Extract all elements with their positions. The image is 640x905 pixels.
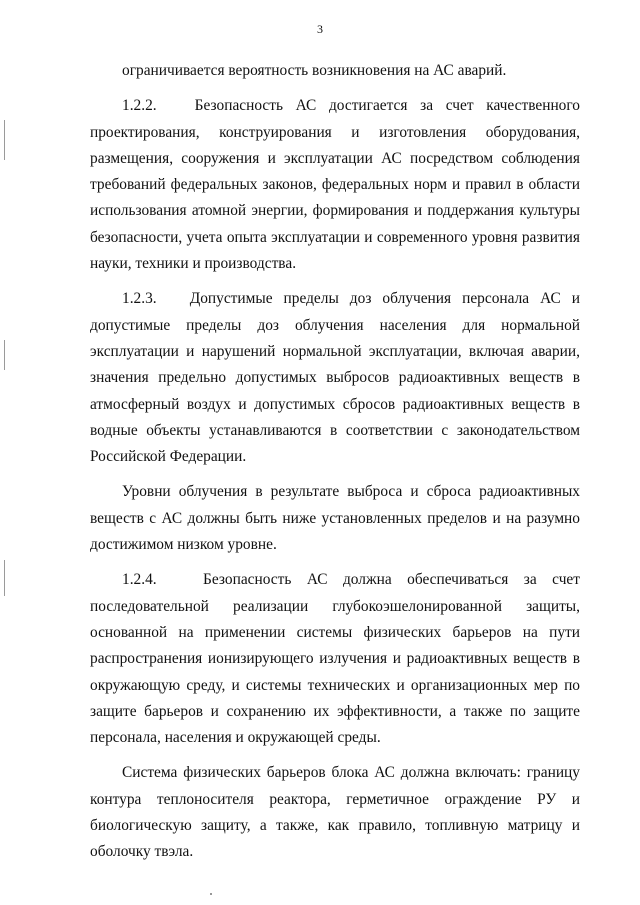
document-body [90,58,580,875]
paragraph-1-2-2: 1.2.2. Безопасность АС достигается за счет качественного проектирования, конструирования и изготовления оборудования, размещения, сооружения и эксплуатации АС посредством соблюдения требований федеральных законов, федеральных норм и правил в области использования атомной энергии, формирования и поддержания культуры безопасности, учета опыта эксплуатации и современного уровня развития науки, техники и производства. [90,97,580,273]
paragraph-physical-barriers: Система физических барьеров блока АС должна включать: границу контура теплоносителя реактора, герметичное ограждение РУ и биологическую защиту, а также, как правило, топливную матрицу и оболочку твэла. [90,764,580,861]
scan-dot-mark [210,893,212,895]
paragraph-1-2-3: 1.2.3. Допустимые пределы доз облучения персонала АС и допустимые пределы доз облучения населения для нормальной эксплуатации и нарушений нормальной эксплуатации, включая аварии, значения предельно допустимых выбросов радиоактивных веществ в атмосферный воздух и допустимых сбросов радиоактивных веществ в водные объекты устанавливаются в соответствии с законодательством Российской Федерации. [90,290,580,466]
scan-edge-mark [4,340,5,370]
paragraph-exposure-levels: Уровни облучения в результате выброса и сброса радиоактивных веществ с АС должны быть ниже установленных пределов и на разумно достижимом низком уровне. [90,483,580,554]
page-number: 3 [317,22,323,36]
scan-edge-mark [4,560,5,596]
scan-edge-mark [4,120,5,160]
paragraph-continuation: ограничивается вероятность возникновения на АС аварий. [122,62,507,79]
paragraph-1-2-4: 1.2.4. Безопасность АС должна обеспечиваться за счет последовательной реализации глубокоэшелонированной защиты, основанной на применении системы физических барьеров на пути распространения ионизирующего излучения и радиоактивных веществ в окружающую среду, и системы технических и организационных мер по защите барьеров и сохранению их эффективности, а также по защите персонала, населения и окружающей среды. [90,571,580,747]
